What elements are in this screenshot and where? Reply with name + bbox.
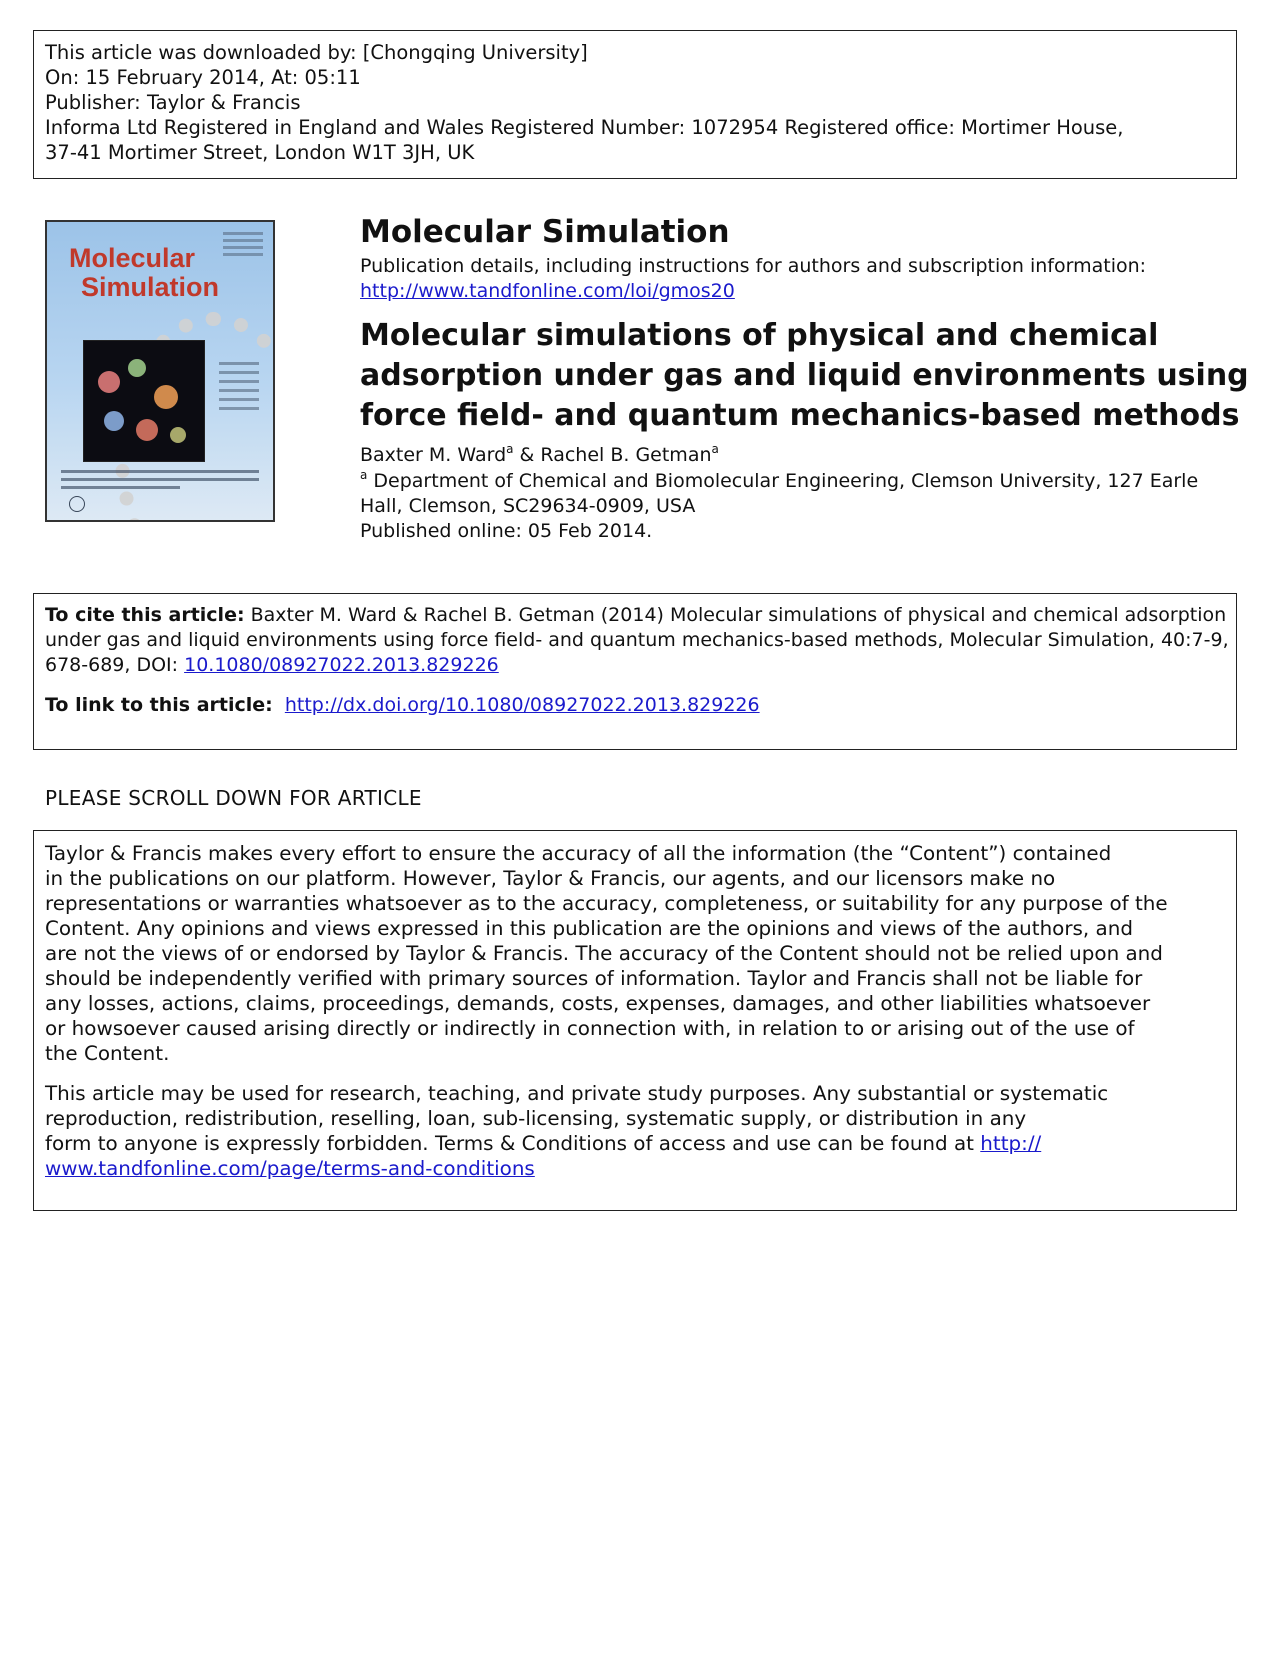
disclaimer-line: are not the views of or endorsed by Taylor & Francis. The accuracy of the Content should not be relied upon and [45, 942, 1163, 965]
download-notice-line: On: 15 February 2014, At: 05:11 [45, 66, 361, 89]
article-title-line: adsorption under gas and liquid environments using [360, 358, 1249, 393]
article-title-line: Molecular simulations of physical and chemical [360, 318, 1159, 353]
article-header [360, 214, 1249, 544]
publication-details: Publication details, including instructions for authors and subscription information: [360, 255, 1147, 277]
download-notice-box [33, 30, 1237, 179]
disclaimer-line: representations or warranties whatsoever as to the accuracy, completeness, or suitability for any purpose of the [45, 892, 1168, 915]
citation-text: Baxter M. Ward & Rachel B. Getman (2014) Molecular simulations of physical and chemical adsorption [250, 604, 1227, 626]
cover-special-issue-text [61, 470, 259, 494]
cover-title-line: Molecular [69, 243, 196, 273]
citation-text: 678-689, DOI: [45, 654, 185, 676]
publisher-logo [69, 496, 85, 512]
cover-title [69, 244, 219, 302]
affiliation [360, 469, 1240, 544]
doi-link[interactable]: 10.1080/08927022.2013.829226 [184, 654, 499, 676]
affiliation-line: Hall, Clemson, SC29634-0909, USA [360, 495, 696, 517]
journal-title: Molecular Simulation [360, 214, 730, 250]
cover-issue-info [223, 232, 263, 260]
disclaimer-line: Content. Any opinions and views expressed in this publication are the opinions and views of the authors, and [45, 917, 1133, 940]
authors [360, 442, 1240, 468]
article-title [360, 316, 1249, 436]
terms-link[interactable]: www.tandfonline.com/page/terms-and-conditions [45, 1157, 535, 1180]
disclaimer-line: Taylor & Francis makes every effort to ensure the accuracy of all the information (the “Content”) contained [45, 842, 1112, 865]
journal-cover-image [45, 220, 275, 522]
citation-text: under gas and liquid environments using force field- and quantum mechanics-based methods, Molecular Simulation, 40:7-9, [45, 629, 1229, 651]
published-online-date: Published online: 05 Feb 2014. [360, 520, 653, 542]
cover-molecule-art [83, 340, 205, 462]
disclaimer-line: in the publications on our platform. However, Taylor & Francis, our agents, and our licensors make no [45, 867, 1056, 890]
journal-url-link[interactable]: http://www.tandfonline.com/loi/gmos20 [360, 280, 735, 302]
disclaimer-box [33, 830, 1237, 1211]
download-notice-line: Informa Ltd Registered in England and Wales Registered Number: 1072954 Registered office: Mortimer House, [45, 116, 1124, 139]
author-name: Rachel B. Getman [540, 444, 712, 466]
article-url-link[interactable]: http://dx.doi.org/10.1080/08927022.2013.829226 [284, 694, 760, 716]
disclaimer-line: reproduction, redistribution, reselling, loan, sub-licensing, systematic supply, or distribution in any [45, 1107, 1027, 1130]
terms-link[interactable]: http:// [980, 1132, 1042, 1155]
disclaimer-line: should be independently verified with primary sources of information. Taylor and Francis shall not be liable for [45, 967, 1143, 990]
cover-title-line: Simulation [81, 272, 220, 302]
scroll-notice: PLEASE SCROLL DOWN FOR ARTICLE [45, 786, 422, 810]
download-notice-line: This article was downloaded by: [Chongqing University] [45, 41, 588, 64]
affiliation-marker: a [360, 468, 368, 482]
disclaimer-line: This article may be used for research, teaching, and private study purposes. Any substantial or systematic [45, 1082, 1109, 1105]
download-notice-line: Publisher: Taylor & Francis [45, 91, 301, 114]
disclaimer-line: or howsoever caused arising directly or indirectly in connection with, in relation to or arising out of the use of [45, 1017, 1135, 1040]
article-title-line: force field- and quantum mechanics-based methods [360, 398, 1240, 433]
affiliation-marker: a [506, 442, 514, 456]
disclaimer-line: the Content. [45, 1042, 170, 1065]
affiliation-marker: a [711, 442, 719, 456]
disclaimer-line: any losses, actions, claims, proceedings, demands, costs, expenses, damages, and other liabilities whatsoever [45, 992, 1151, 1015]
cover-editors-list [219, 362, 259, 416]
cite-label: To cite this article: [45, 604, 245, 626]
affiliation-line: Department of Chemical and Biomolecular Engineering, Clemson University, 127 Earle [373, 470, 1199, 492]
disclaimer-line: form to anyone is expressly forbidden. Terms & Conditions of access and use can be found at [45, 1132, 981, 1155]
author-name: Baxter M. Ward [360, 444, 507, 466]
citation-box [33, 593, 1237, 750]
author-separator: & [513, 444, 541, 466]
link-label: To link to this article: [45, 694, 273, 716]
download-notice-line: 37-41 Mortimer Street, London W1T 3JH, UK [45, 141, 475, 164]
